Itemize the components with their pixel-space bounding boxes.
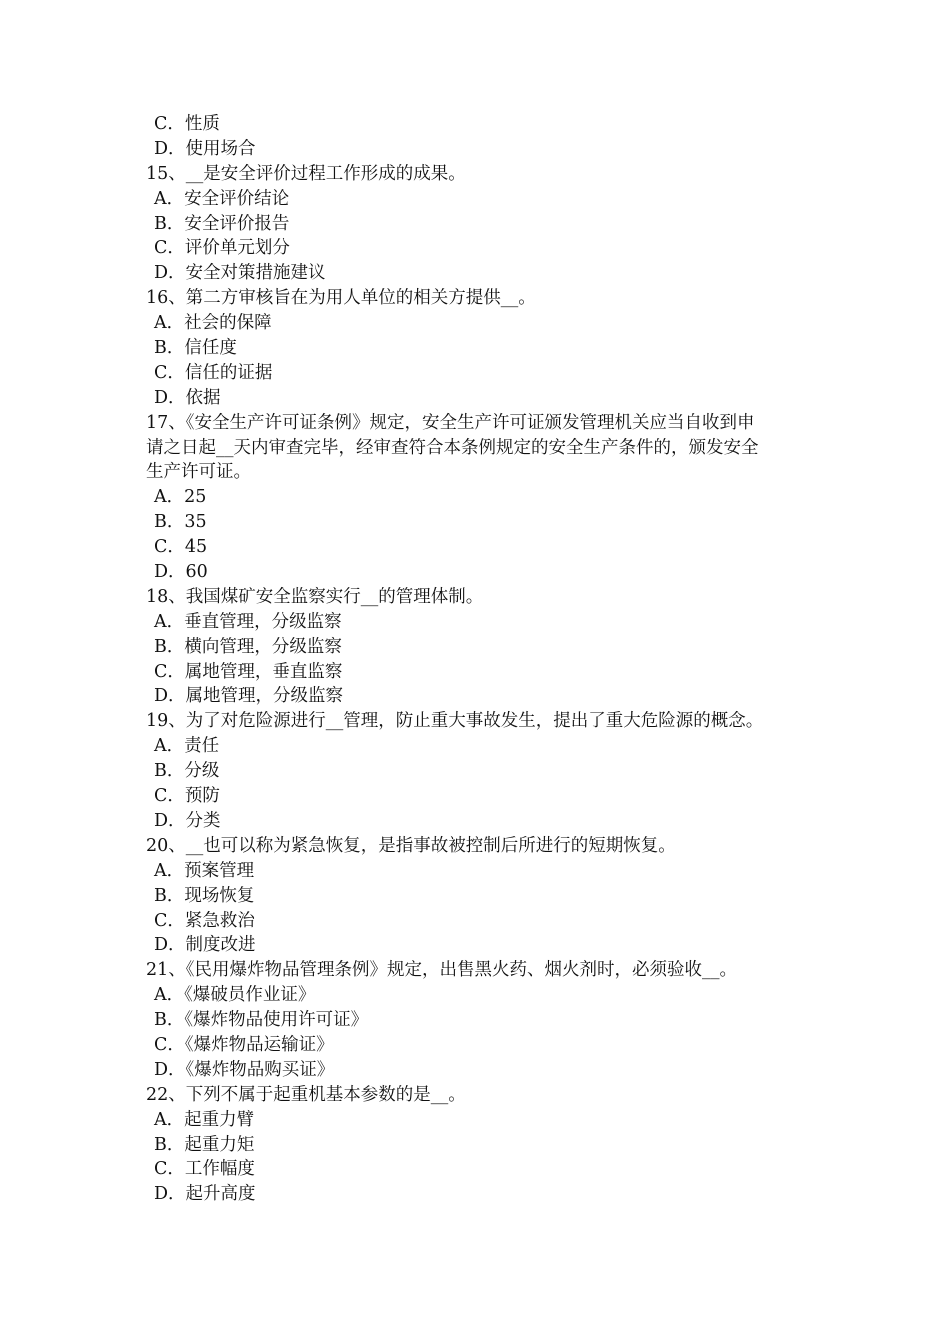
option-line: C．工作幅度 — [154, 1159, 255, 1180]
question-line: 生产许可证。 — [146, 462, 251, 483]
option-line: B．35 — [154, 512, 207, 533]
option-line: C．性质 — [154, 114, 220, 134]
option-line: A．社会的保障 — [154, 313, 272, 334]
option-line: B．横向管理，分级监察 — [154, 636, 342, 657]
option-line: A．责任 — [154, 736, 220, 757]
option-line: C．45 — [154, 537, 208, 558]
option-line: B．现场恢复 — [154, 885, 255, 906]
option-line: B．信任度 — [154, 338, 237, 359]
option-line: C．《爆炸物品运输证》 — [154, 1034, 334, 1055]
question-line: 请之日起__天内审查完毕，经审查符合本条例规定的安全生产条件的，颁发安全 — [146, 437, 759, 458]
option-line: D．60 — [154, 562, 208, 583]
option-line: C．预防 — [154, 786, 220, 807]
option-line: A．预案管理 — [154, 860, 255, 881]
option-line: A．垂直管理，分级监察 — [154, 611, 342, 632]
document-page — [146, 112, 826, 1207]
question-line: 18、我国煤矿安全监察实行__的管理体制。 — [146, 586, 484, 607]
option-line: D．分类 — [154, 810, 221, 831]
option-line: D．《爆炸物品购买证》 — [154, 1059, 335, 1080]
question-line: 22、下列不属于起重机基本参数的是__。 — [146, 1084, 466, 1105]
question-line: 21、《民用爆炸物品管理条例》规定，出售黑火药、烟火剂时，必须验收__。 — [146, 960, 738, 981]
option-line: C．属地管理，垂直监察 — [154, 661, 343, 682]
option-line: B．《爆炸物品使用许可证》 — [154, 1010, 369, 1031]
option-line: D．使用场合 — [154, 138, 256, 159]
question-line: 16、第二方审核旨在为用人单位的相关方提供__。 — [146, 288, 536, 309]
option-line: C．评价单元划分 — [154, 238, 290, 259]
option-line: D．依据 — [154, 387, 221, 408]
option-line: A．安全评价结论 — [154, 188, 290, 209]
option-line: B．起重力矩 — [154, 1134, 255, 1155]
option-line: D．起升高度 — [154, 1184, 256, 1205]
option-line: A．《爆破员作业证》 — [154, 985, 316, 1006]
option-line: D．安全对策措施建议 — [154, 263, 326, 284]
option-line: D．制度改进 — [154, 935, 256, 956]
option-line: A．起重力臂 — [154, 1109, 255, 1130]
option-line: B．分级 — [154, 761, 220, 782]
option-line: C．紧急救治 — [154, 910, 255, 931]
option-line: B．安全评价报告 — [154, 213, 290, 234]
option-line: D．属地管理，分级监察 — [154, 686, 344, 707]
question-line: 15、__是安全评价过程工作形成的成果。 — [146, 163, 466, 184]
option-line: A．25 — [154, 487, 207, 508]
question-line: 19、为了对危险源进行__管理，防止重大事故发生，提出了重大危险源的概念。 — [146, 711, 764, 732]
question-line: 17、《安全生产许可证条例》规定，安全生产许可证颁发管理机关应当自收到申 — [146, 412, 755, 433]
option-line: C．信任的证据 — [154, 362, 273, 383]
question-line: 20、__也可以称为紧急恢复，是指事故被控制后所进行的短期恢复。 — [146, 835, 676, 856]
